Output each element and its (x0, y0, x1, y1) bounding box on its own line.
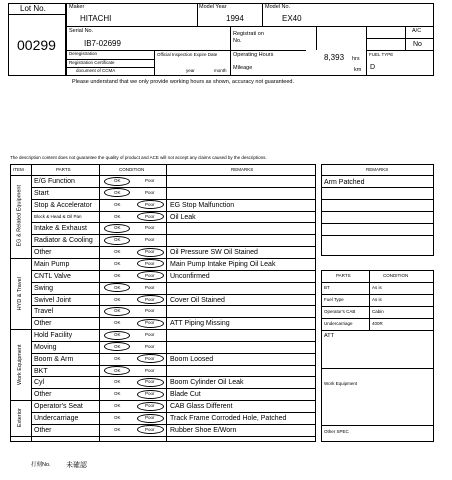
ok-option: OK (114, 403, 121, 409)
year-label: year (186, 68, 195, 73)
divider (321, 330, 434, 331)
divider (321, 211, 434, 212)
registration-label: Registrati on No. (233, 31, 264, 45)
remark-text: Unconfirmed (170, 272, 210, 280)
document-ccma-label: document of CCMA (76, 68, 116, 73)
ok-option: OK (114, 426, 121, 432)
poor-option: Poor (145, 391, 155, 397)
hrs-unit: hrs (352, 56, 360, 62)
divider (31, 388, 316, 389)
part-name: Other (34, 320, 52, 328)
ok-option: OK (114, 249, 121, 255)
remark-text: Track Frame Corroded Hole, Patched (170, 415, 287, 422)
group-label: Exterior (16, 408, 23, 428)
deregistration-label: Deregistration (69, 51, 98, 56)
stamp-no-label: 打刻No. (31, 462, 51, 468)
poor-option: Poor (145, 201, 155, 207)
group-label: EG & Related Equipment (16, 185, 23, 247)
poor-option: Poor (145, 249, 155, 255)
divider (10, 400, 316, 401)
poor-option: Poor (145, 272, 155, 278)
divider (321, 425, 434, 426)
model-year-value: 1994 (226, 14, 244, 23)
divider (31, 412, 316, 413)
km-unit: km (354, 67, 362, 73)
ok-option: OK (114, 379, 121, 385)
parts-row-value: As is (372, 285, 382, 290)
divider (66, 26, 434, 27)
part-name: Travel (34, 308, 54, 316)
ok-option: OK (114, 415, 121, 420)
divider (154, 50, 155, 76)
poor-circle-mark (137, 402, 164, 411)
ok-option: OK (114, 332, 121, 338)
poor-circle-mark (137, 295, 164, 304)
ok-circle-mark (104, 177, 130, 186)
ac-value: No (413, 41, 422, 48)
parts-col-parts: PARTS (336, 273, 351, 278)
poor-option: Poor (145, 296, 155, 302)
part-name: Boom & Arm (34, 355, 74, 363)
ok-circle-mark (104, 224, 130, 233)
part-name: Other (34, 249, 52, 257)
poor-circle-mark (137, 248, 164, 257)
col-condition: CONDITION (119, 167, 145, 172)
poor-option: Poor (145, 415, 155, 420)
part-name: E/G Function (34, 178, 75, 185)
part-name: Other (34, 391, 52, 399)
ok-option: OK (114, 272, 121, 278)
divider (10, 258, 316, 259)
col-parts: PARTS (56, 167, 71, 172)
divider (321, 199, 434, 200)
divider (31, 424, 316, 425)
divider (321, 282, 434, 283)
part-name: CNTL Valve (34, 272, 71, 280)
poor-circle-mark (137, 414, 164, 423)
part-name: Other (34, 426, 52, 434)
divider (230, 26, 231, 50)
parts-row-value: As is (372, 297, 382, 302)
divider (31, 353, 316, 354)
part-name: Main Pump (34, 260, 70, 268)
poor-option: Poor (145, 178, 155, 183)
col-remarks: REMARKS (231, 167, 254, 172)
model-no-label: Model No. (265, 4, 291, 10)
hours-note: Please understand that we only provide working hours as shown, accuracy not guaranteed. (72, 79, 294, 85)
part-name: Radiator & Cooling (34, 237, 93, 245)
ok-option: OK (114, 213, 121, 219)
poor-option: Poor (145, 189, 155, 195)
remark-text: Cover Oil Stained (170, 296, 225, 304)
poor-option: Poor (145, 355, 155, 361)
fuel-type-value: D (370, 64, 376, 71)
poor-option: Poor (145, 332, 155, 338)
divider (369, 270, 370, 330)
divider (31, 294, 316, 295)
group-label: Work Equipment (16, 344, 23, 385)
divider (366, 38, 434, 39)
ok-option: OK (114, 237, 121, 243)
ok-option: OK (114, 308, 121, 314)
part-name: Block & Head & Oil Pan (34, 213, 82, 219)
remark-text: Oil Leak (170, 213, 196, 221)
divider (31, 234, 316, 235)
ok-option: OK (114, 260, 121, 266)
divider (31, 270, 316, 271)
part-name: Hold Facility (34, 332, 73, 340)
poor-option: Poor (145, 320, 155, 326)
fuel-type-label: FUEL TYPE (369, 52, 394, 57)
divider (230, 50, 231, 76)
divider (31, 187, 316, 188)
parts-row-value: 400R (372, 321, 383, 326)
poor-option: Poor (145, 225, 155, 231)
ok-option: OK (114, 343, 121, 349)
divider (321, 235, 434, 236)
ok-option: OK (114, 225, 121, 231)
parts-row-label: Fuel Type (324, 297, 344, 302)
divider (66, 50, 306, 51)
lot-number: 00299 (17, 37, 56, 53)
ok-circle-mark (104, 236, 130, 245)
poor-option: Poor (145, 343, 155, 349)
ok-option: OK (114, 320, 121, 326)
other-spec-label: Other SPEC (324, 429, 349, 434)
divider (31, 317, 316, 318)
stamp-no-value: 未確認 (66, 462, 87, 469)
ac-label: A/C (412, 28, 422, 34)
part-name: Swivel Joint (34, 296, 71, 304)
serial-value: IB7-02699 (84, 39, 121, 48)
poor-option: Poor (145, 284, 155, 290)
divider (31, 199, 316, 200)
remark-text: Oil Pressure SW Oil Stained (170, 249, 258, 257)
disclaimer: The description content does not guarantee the quality of product and ACE will not accept any claims caused by the descriptions. (10, 155, 267, 160)
divider (31, 211, 316, 212)
part-name: BKT (34, 367, 48, 375)
remark-text: EG Stop Malfunction (170, 201, 235, 209)
parts-row-label: Operator's CAB (324, 309, 356, 314)
poor-option: Poor (145, 237, 155, 243)
registration-cert-label: Registration Certificate (69, 60, 115, 65)
divider (31, 305, 316, 306)
remark-text: ATT Piping Missing (170, 320, 230, 328)
divider (366, 50, 434, 51)
model-year-label: Model Year (199, 4, 227, 10)
ok-option: OK (114, 355, 121, 361)
divider (366, 26, 367, 76)
poor-option: Poor (145, 426, 155, 432)
poor-option: Poor (145, 260, 155, 266)
poor-circle-mark (137, 212, 164, 221)
part-name: Intake & Exhaust (34, 225, 87, 233)
serial-label: Serial No. (69, 28, 94, 34)
divider (31, 222, 316, 223)
divider (321, 223, 434, 224)
model-no-value: EX40 (282, 14, 302, 23)
divider (321, 318, 434, 319)
divider (31, 365, 316, 366)
divider (31, 376, 316, 377)
month-label: month (214, 68, 227, 73)
divider (31, 246, 316, 247)
part-name: Moving (34, 343, 57, 351)
remark-text: Main Pump Intake Piping Oil Leak (170, 260, 276, 268)
remarks-value: Arm Patched (324, 179, 365, 186)
divider (316, 26, 317, 50)
part-name: Stop & Accelerator (34, 201, 92, 209)
poor-circle-mark (137, 319, 164, 328)
ok-option: OK (114, 391, 121, 397)
remark-text: Rubber Shoe E/Worn (170, 426, 237, 434)
divider (321, 187, 434, 188)
operating-hours-label: Operating Hours (233, 52, 274, 58)
ok-option: OK (114, 296, 121, 302)
official-inspection-label: Official Inspection Expire Date (157, 52, 218, 57)
operating-hours-value: 8,393 (324, 53, 345, 62)
ok-option: OK (114, 189, 121, 195)
poor-option: Poor (145, 308, 155, 314)
part-name: Operator's Seat (34, 403, 83, 411)
divider (262, 3, 263, 26)
part-name: Cyl (34, 379, 45, 387)
maker-label: Maker (69, 4, 85, 10)
poor-option: Poor (145, 213, 155, 219)
poor-circle-mark (137, 390, 164, 399)
poor-option: Poor (145, 367, 155, 373)
parts-table (321, 270, 434, 442)
divider (197, 3, 198, 26)
divider (31, 282, 316, 283)
parts-row-label: Undercarriage (324, 321, 353, 326)
remark-text: Blade Cut (170, 391, 201, 399)
parts-col-condition: CONDITION (383, 273, 409, 278)
poor-option: Poor (145, 379, 155, 385)
divider (321, 368, 434, 369)
part-name: Undercarriage (34, 415, 79, 422)
remarks-box (321, 164, 434, 256)
remark-text: Boom Loosed (170, 355, 214, 363)
mileage-label: Mileage (233, 65, 253, 71)
att-label: ATT (324, 333, 334, 339)
divider (10, 175, 316, 176)
maker-value: HITACHI (80, 14, 112, 23)
group-label: HYD & Travel (16, 276, 23, 310)
divider (31, 341, 316, 342)
divider (405, 26, 406, 50)
ok-option: OK (114, 367, 121, 373)
remark-text: Boom Cylinder Oil Leak (170, 379, 244, 387)
lot-label: Lot No. (20, 4, 46, 13)
parts-row-label: BT (324, 285, 330, 290)
ok-option: OK (114, 178, 121, 183)
part-name: Start (34, 189, 49, 197)
ok-option: OK (114, 201, 121, 207)
divider (8, 14, 66, 15)
divider (321, 294, 434, 295)
divider (321, 175, 434, 176)
remarks-header: REMARKS (366, 167, 389, 172)
col-item: ITEM (13, 167, 24, 172)
parts-row-value: Cabin (372, 309, 384, 314)
part-name: Swing (34, 284, 54, 292)
ok-circle-mark (104, 331, 130, 340)
divider (10, 436, 316, 437)
divider (321, 306, 434, 307)
divider (10, 329, 316, 330)
remark-text: CAB Glass Different (170, 403, 233, 411)
poor-circle-mark (137, 378, 164, 387)
ok-circle-mark (104, 307, 130, 316)
poor-option: Poor (145, 403, 155, 409)
ok-option: OK (114, 284, 121, 290)
work-equipment-label: Work Equipment (324, 381, 358, 386)
